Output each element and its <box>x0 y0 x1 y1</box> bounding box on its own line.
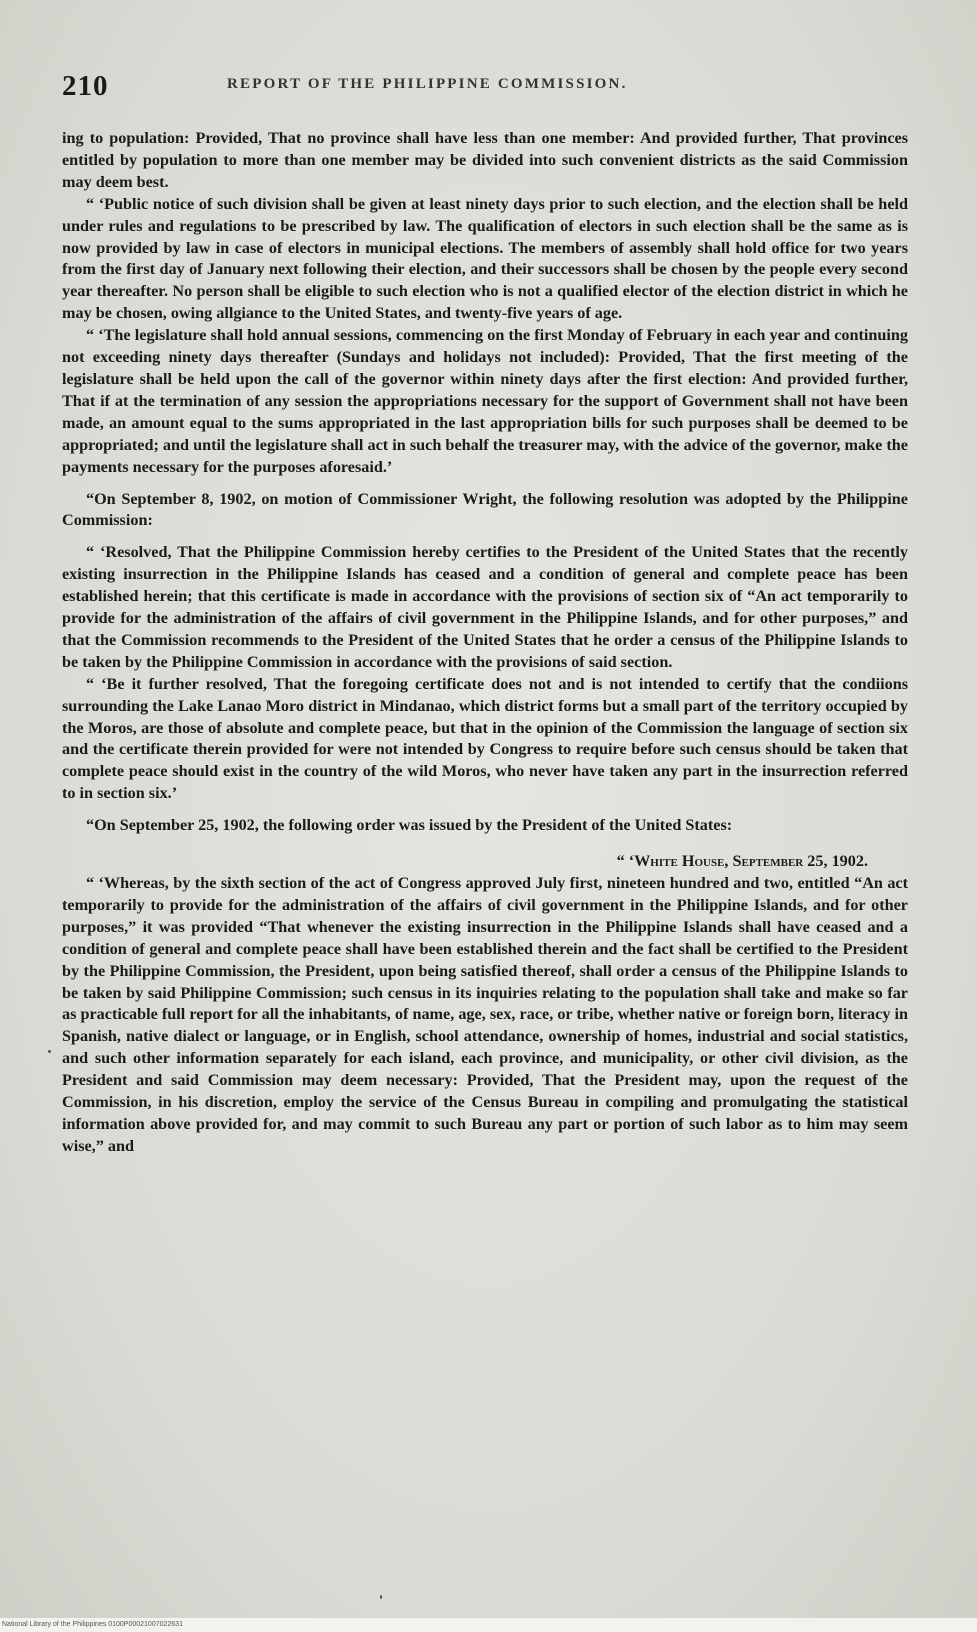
paragraph-public-notice: “ ‘Public notice of such division shall be given at least ninety days prior to such election, and the election shall be held under rules and regulations to be prescribed by law. The qualification of electors in such election shall be the same as is now provided by law in case of electors in municipal elections. The members of assembly shall hold office for two years from the first day of January next following their election, and their successors shall be chosen by the people every second year thereafter. No person shall be eligible to such election who is not a qualified elector of the election district in which he may be chosen, owing allgiance to the United States, and twenty-five years of age. <box>62 194 908 323</box>
page-header <box>62 70 902 110</box>
ink-speck <box>380 1595 382 1599</box>
paragraph-legislature-sessions: “ ‘The legislature shall hold annual sessions, commencing on the first Monday of February in each year and continuing not exceeding ninety days thereafter (Sundays and holidays not included): Provided, That the first meeting of the legislature shall be held upon the call of the governor within ninety days after the first election: And provided further, That if at the termination of any session the appropriations necessary for the support of Government shall not have been made, an amount equal to the sums appropriated in the last appropriation bills for such purposes shall be deemed to be appropriated; and until the legislature shall act in such behalf the treasurer may, with the advice of the governor, make the payments necessary for the purposes aforesaid.’ <box>62 326 908 476</box>
running-head: REPORT OF THE PHILIPPINE COMMISSION. <box>227 76 628 92</box>
paragraph-resolved: “ ‘Resolved, That the Philippine Commission hereby certifies to the President of the United States that the recently existing insurrection in the Philippine Islands has ceased and a condition of general and complete peace has been established herein; that this certificate is made in accordance with the provisions of section six of “An act temporarily to provide for the administration of the affairs of civil government in the Philippine Islands, and for other purposes,” and that the Commission recommends to the President of the United States that he order a census of the Philippine Islands to be taken by the Philippine Commission in accordance with the provisions of said section. <box>62 543 908 671</box>
page-number: 210 <box>62 70 109 102</box>
ink-speck <box>48 1050 51 1053</box>
paragraph-further-resolved: “ ‘Be it further resolved, That the foregoing certificate does not and is not intended to certify that the condiions surrounding the Lake Lanao Moro district in Mindanao, which district forms but a small part of the territory occupied by the Moros, are those of absolute and complete peace, but that in the opinion of the Commission the language of section six and the certificate therein provided for were not intended by Congress to require before such census should be taken that complete peace should exist in the country of the wild Moros, who never have taken any part in the insurrection referred to in section six.’ <box>62 674 908 803</box>
paragraph-september-8: “On September 8, 1902, on motion of Commissioner Wright, the following resolution was adopted by the Philippine Commission: <box>62 489 908 530</box>
dateline-white-house: “ ‘White House, September 25, 1902. <box>616 852 868 871</box>
paragraph-continuation: ing to population: Provided, That no province shall have less than one member: And provided further, That provinces entitled by population to more than one member may be divided into such convenient districts as the said Commission may deem best. <box>62 129 908 191</box>
scan-credit: National Library of the Philippines 0100P00021007022631 <box>0 1618 977 1632</box>
body-text <box>62 128 908 1158</box>
paragraph-whereas: “ ‘Whereas, by the sixth section of the act of Congress approved July first, nineteen hundred and two, entitled “An act temporarily to provide for the administration of the affairs of civil government in the Philippine Islands, and for other purposes,” it was provided “That whenever the existing insurrection in the Philippine Islands shall have ceased and a condition of general and complete peace shall have been established therein and the fact shall be certified to the President by the Philippine Commission, the President, upon being satisfied thereof, shall order a census of the Philippine Islands to be taken by said Philippine Commission; such census in its inquiries relating to the population shall take and make so far as practicable full report for all the inhabitants, of name, age, sex, race, or tribe, whether native or foreign born, literacy in Spanish, native dialect or language, or in English, school attendance, ownership of homes, industrial and social statistics, and such other information separately for each island, each province, and municipality, or other civil division, as the President and said Commission may deem necessary: Provided, That the President may, upon the request of the Commission, in his discretion, employ the service of the Census Bureau in compiling and promulgating the statistical information above provided for, and may commit to such Bureau any part or portion of such labor as to him may seem wise,” and <box>62 874 908 1155</box>
paragraph-september-25: “On September 25, 1902, the following order was issued by the President of the United States: <box>86 816 733 835</box>
